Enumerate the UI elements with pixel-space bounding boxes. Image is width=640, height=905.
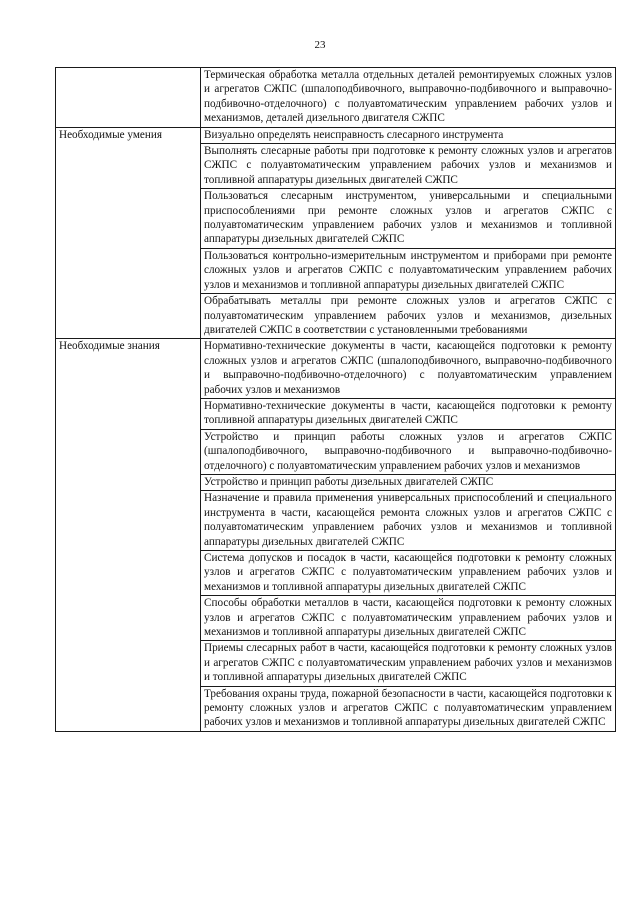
row-text: Назначение и правила применения универсальных приспособлений и специального инструмента в части, касающейся ремонта сложных узлов и агрегатов СЖПС с полуавтоматическим управлением рабочих узлов и механизмов и топливной аппаратуры дизельных двигателей СЖПС: [201, 491, 616, 551]
row-text: Визуально определять неисправность слесарного инструмента: [201, 127, 616, 143]
table-row: [56, 68, 616, 128]
table-row: [56, 339, 616, 399]
page-number: 23: [314, 39, 326, 51]
row-text: Пользоваться слесарным инструментом, универсальными и специальными приспособлениями при ремонте сложных узлов и агрегатов СЖПС с полуавтоматическим управлением рабочих узлов и механизмов и топливной аппаратуры дизельных двигателей СЖПС: [201, 189, 616, 249]
row-text: Обрабатывать металлы при ремонте сложных узлов и агрегатов СЖПС с полуавтоматическим управлением рабочих узлов и механизмов, дизельных двигателей СЖПС в соответствии с установленными требованиями: [201, 294, 616, 339]
row-text: Термическая обработка металла отдельных деталей ремонтируемых сложных узлов и агрегатов СЖПС (шпалоподбивочного, выправочно-подбивочного и выправочно-подбивочно-отделочного) с полуавтоматическим управлением рабочих узлов и механизмов, деталей дизельного двигателя СЖПС: [201, 68, 616, 128]
row-label: [56, 68, 201, 128]
row-text: Пользоваться контрольно-измерительным инструментом и приборами при ремонте сложных узлов и агрегатов СЖПС с полуавтоматическим управлением рабочих узлов и механизмов и топливной аппаратуры дизельных двигателей СЖПС: [201, 248, 616, 293]
section-label-skills: Необходимые умения: [56, 127, 201, 339]
row-text: Система допусков и посадок в части, касающейся подготовки к ремонту сложных узлов и агрегатов СЖПС с полуавтоматическим управлением рабочих узлов и механизмов и топливной аппаратуры дизельных двигателей СЖПС: [201, 551, 616, 596]
section-label-knowledge: Необходимые знания: [56, 339, 201, 732]
row-text: Нормативно-технические документы в части, касающейся подготовки к ремонту топливной аппаратуры дизельных двигателей СЖПС: [201, 398, 616, 429]
row-text: Приемы слесарных работ в части, касающейся подготовки к ремонту сложных узлов и агрегатов СЖПС с полуавтоматическим управлением рабочих узлов и механизмов и топливной аппаратуры дизельных двигателей СЖПС: [201, 641, 616, 686]
table-row: [56, 127, 616, 143]
row-text: Устройство и принцип работы дизельных двигателей СЖПС: [201, 474, 616, 490]
row-text: Выполнять слесарные работы при подготовке к ремонту сложных узлов и агрегатов СЖПС с полуавтоматическим управлением рабочих узлов и механизмов и топливной аппаратуры дизельных двигателей СЖПС: [201, 144, 616, 189]
row-text: Устройство и принцип работы сложных узлов и агрегатов СЖПС (шпалоподбивочного, выправочно-подбивочного и выправочно-подбивочно-отделочного) с полуавтоматическим управлением рабочих узлов и механизмов: [201, 429, 616, 474]
row-text: Способы обработки металлов в части, касающейся подготовки к ремонту сложных узлов и агрегатов СЖПС с полуавтоматическим управлением рабочих узлов и механизмов и топливной аппаратуры дизельных двигателей СЖПС: [201, 596, 616, 641]
row-text: Требования охраны труда, пожарной безопасности в части, касающейся подготовки к ремонту сложных узлов и агрегатов СЖПС с полуавтоматическим управлением рабочих узлов и механизмов и топливной аппаратуры дизельных двигателей СЖПС: [201, 686, 616, 731]
requirements-table: [55, 67, 616, 732]
row-text: Нормативно-технические документы в части, касающейся подготовки к ремонту сложных узлов и агрегатов СЖПС (шпалоподбивочного, выправочно-подбивочного и выправочно-подбивочно-отделочного) с полуавтоматическим управлением рабочих узлов и механизмов: [201, 339, 616, 399]
